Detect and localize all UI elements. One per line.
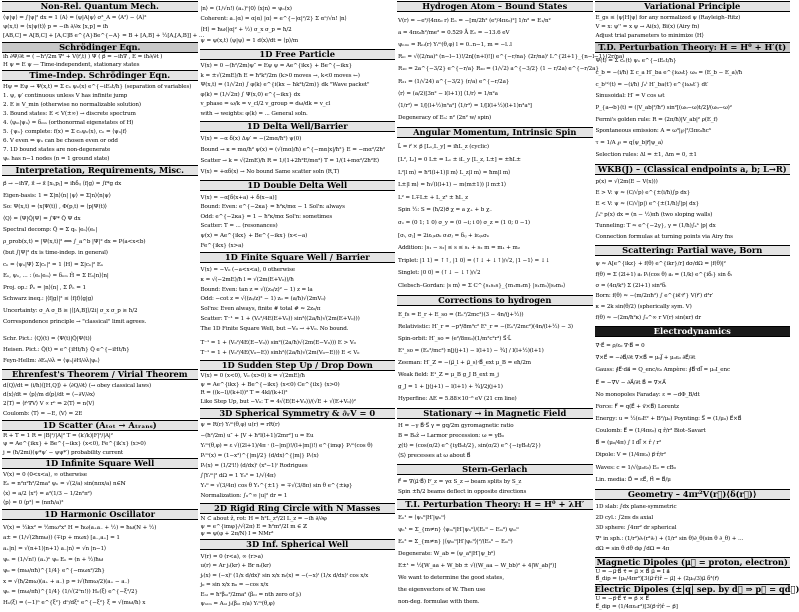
formula-line: φ(k) = (1/√2π) ∫ Ψ(x,0) e^{−ikx} dx bbox=[200, 91, 301, 98]
section-title: Time-Indep. Schrödinger Eqn. bbox=[2, 70, 198, 81]
formula-line: ∫|Yₗᵐ|² dΩ = 1 Y₀⁰ = 1/√(4π) bbox=[200, 473, 276, 480]
formula-line: [σᵢ, σⱼ] = 2iεᵢⱼₖσₖ σᵢσⱼ = δᵢⱼ + iεᵢⱼₖσₖ bbox=[398, 232, 489, 239]
formula-line: Pₗ(x) = (1/2ˡl!) (d/dx)ˡ (x²−1)ˡ Rodrigues bbox=[200, 462, 308, 469]
formula-line: Pₗᵐ(x) = (1−x²)^{|m|/2} (d/dx)^{|m|} Pₗ(x) bbox=[200, 452, 319, 459]
section-title: 3D Inf. Spherical Well bbox=[200, 539, 396, 550]
section-title: 2D Rigid Ring Circle with N Masses bbox=[200, 503, 396, 514]
section-body bbox=[595, 337, 791, 489]
section-title: Magnetic Dipoles (μ⃗ = proton, electron) bbox=[595, 557, 791, 568]
section-block-1-0 bbox=[200, 1, 396, 49]
formula-line: V(r) = −e²/(4πε₀ r) Eₙ = −[m/2ħ² (e²/4πε₀)²] 1/n² = E₁/n² bbox=[398, 17, 551, 24]
formula-line: Odd: −cot z = √((z₀/z)² − 1) z₀ = (a/ħ)√(2mV₀) bbox=[200, 296, 326, 303]
formula-line: (but ∫|Ψ|² dx is time-indep. in general) bbox=[3, 250, 108, 257]
section-body bbox=[200, 336, 396, 360]
section-body bbox=[200, 1, 396, 49]
section-geometry-4-r-v-r-r bbox=[595, 489, 791, 557]
formula-line: Scatter → k = √(2mE)/ħ R = 1/(1+2ħ²E/mα²) T = 1/(1+mα²/2ħ²E) bbox=[200, 158, 380, 165]
formula-line: Sinusoidal: H′ = V cos ωt bbox=[595, 93, 665, 100]
formula-line: T⁻¹ = 1 + (V₀²/4E(E−V₀)) sin²((2a/ħ)√(2m(E−V₀))) E > V₀ bbox=[200, 339, 356, 346]
formula-line: v_phase = ω/k = v_cl/2 v_group = dω/dk = v_cl bbox=[200, 101, 331, 108]
formula-line: Odd: e^{−2κa} = 1 − ħ²κ/mα Sol'n: sometimes bbox=[200, 213, 333, 220]
formula-line: a₊|n⟩ = √(n+1)|n+1⟩ a₋|n⟩ = √n |n−1⟩ bbox=[3, 546, 107, 553]
formula-line: Zeeman: H′_Z = −(μ⃗_l + μ⃗_s)·B⃗_ext μ_B = eħ/2m bbox=[398, 359, 532, 366]
section-body bbox=[200, 191, 396, 252]
section-body bbox=[595, 53, 791, 164]
formula-line: Feyn-Hellm: ∂Eₙ/∂λ = ⟨ψₙ|∂H/∂λ|ψₙ⟩ bbox=[3, 357, 100, 364]
formula-line: Normalization: ∫₀^∞ |u|² dr = 1 bbox=[200, 493, 288, 500]
formula-line: 1D slab: ∫dx plane-symmetric bbox=[595, 504, 677, 511]
column-1 bbox=[2, 1, 205, 611]
formula-line: ⟨Q⟩ = ⟨Ψ|Q̂|Ψ⟩ = ∫Ψ* Q̂ Ψ dx bbox=[3, 215, 81, 222]
formula-line: L²|l m⟩ = ħ²l(l+1)|l m⟩ L_z|l m⟩ = ħm|l m⟩ bbox=[398, 169, 511, 176]
section-body bbox=[397, 510, 593, 611]
formula-line: Sol'ns: Even always, finite # total # ≈ 2z₀/π bbox=[200, 306, 321, 313]
formula-line: k = ±√(2mE)/ħ E = ħ²k²/2m (k>0 moves →, k<0 moves ←) bbox=[200, 72, 360, 79]
section-body bbox=[200, 550, 396, 611]
section-title: 1D Delta Well/Barrier bbox=[200, 121, 396, 132]
formula-line: Schwarz ineq.: |⟨f|g⟩|² ≤ ⟨f|f⟩⟨g|g⟩ bbox=[3, 296, 94, 303]
formula-line: κ = √(−2mE)/ħ l = √(2m(E+V₀))/ħ bbox=[200, 276, 294, 283]
formula-line: Energy: u = ½(ε₀E² + B²/μ₀) Poynting: S⃗ = (1/μ₀) E⃗×B⃗ bbox=[595, 416, 742, 423]
formula-line: Hψ = Eψ → Ψ(x,t) = Σ cₙ ψₙ(x) e^{−iEₙt/ħ} (separation of variables) bbox=[3, 83, 192, 90]
formula-line: κ = 2k sin(θ/2) (spherically sym. V) bbox=[595, 304, 692, 311]
section-schr-dinger-eqn bbox=[2, 42, 198, 70]
section-block-1-5 bbox=[200, 336, 396, 360]
formula-line: R + T = 1 R = |B|²/|A|² T = (k′/k)|F|²/|A|² bbox=[3, 433, 113, 440]
formula-line: E < V: ψ ≈ (C/√|p|) e^{±(1/ħ)∫|p| dx} bbox=[595, 201, 700, 208]
formula-line: u(r) = Ar jₗ(kr) + Br nₗ(kr) bbox=[200, 563, 271, 570]
section-variational-principle bbox=[595, 1, 791, 42]
formula-line: Coulomb: E⃗ = (1/4πε₀) q r̂/r² Biot–Savart bbox=[595, 428, 706, 435]
section-body bbox=[397, 475, 593, 499]
formula-line: Spin-orbit: H′_so = (e²/8πε₀)(1/m²c²r³) S⃗·L⃗ bbox=[398, 336, 512, 342]
section-body bbox=[595, 12, 791, 42]
formula-line: Eₙ² = Σ_{m≠n} |⟨ψₘ⁰|H′|ψₙ⁰⟩|²/(Eₙ⁰ − Eₘ⁰) bbox=[398, 539, 513, 546]
formula-line: Eₙₗ = ħ²βₙₗ²/2ma² (βₙₗ = nth zero of jₗ) bbox=[200, 591, 302, 598]
section-body bbox=[200, 132, 396, 181]
formula-line: Bound → κ = mα/ħ² ψ(x) = (√(mα)/ħ) e^{−mα|x|/ħ²} E = −mα²/2ħ² bbox=[200, 147, 385, 154]
formula-line: Proj. op.: P̂ₙ = |n⟩⟨n| , Σ P̂ₙ = 1 bbox=[3, 284, 87, 291]
section-scattering-partial-wave-born bbox=[595, 245, 791, 326]
formula-line: H ψ = E ψ — Time-independent, stationary states bbox=[3, 61, 140, 68]
formula-line: Eₙ¹ = ⟨ψₙ⁰|H′|ψₙ⁰⟩ bbox=[398, 515, 446, 522]
formula-line: iħ ∂Ψ/∂t = ( −ħ²/2m ∇² + V(r⃗,t) ) Ψ ( p⃗ = −iħ∇ , E = iħ∂/∂t ) bbox=[3, 54, 163, 61]
formula-line: the eigenvectors of W. Then use bbox=[398, 587, 486, 594]
formula-line: non-deg. formulae with them. bbox=[398, 599, 480, 606]
formula-line: ψₙₗₘ = Aₙₗ jₗ(βₙₗ r/a) Yₗᵐ(θ,φ) bbox=[200, 601, 275, 608]
formula-line: V = x: ψ'' = x ψ → Ai(x), Bi(x) (Airy fn) bbox=[595, 23, 700, 30]
formula-line: V(x) = −α δ(x) Δψ′ = −(2mα/ħ²) ψ(0) bbox=[200, 136, 302, 143]
formula-line: So: Ψ(x,t) = ⟨x|Ψ(t)⟩ , Φ(p,t) = ⟨p|Ψ(t)⟩ bbox=[3, 204, 107, 211]
formula-line: 4. ⟨ψₘ|ψₙ⟩ = δₘₙ (orthonormal eigenstates of H) bbox=[3, 119, 134, 126]
formula-line: L⃗ = r⃗ × p⃗ [Lₓ,L_y] = iħL_z (cyclic) bbox=[398, 144, 490, 151]
formula-line: Rₙₗ = √((2/na)³ (n−l−1)!/2n[(n+l)!]) e^{−r/na} (2r/na)ˡ L^{2l+1}_{n−l−1}(2r/na) bbox=[398, 54, 625, 61]
formula-line: ψₙ¹ = Σ_{m≠n} ⟨ψₘ⁰|H′|ψₙ⁰⟩/(Eₙ⁰ − Eₘ⁰) ψₘ⁰ bbox=[398, 527, 519, 534]
formula-line: Clebsch–Gordan: |s m⟩ = Σ C^{s₁s₂s}_{m₁m₂m} |s₁m₁⟩|s₂m₂⟩ bbox=[398, 282, 566, 289]
formula-line: 3. Bound states: E < V(±∞) → discrete spectrum bbox=[3, 110, 136, 117]
section-body bbox=[595, 595, 791, 611]
formula-line: T⁻¹ = 1 + (V₀²/4E(V₀−E)) sinh²((2a/ħ)√(2m(V₀−E))) E < V₀ bbox=[200, 349, 360, 356]
section-body bbox=[2, 469, 198, 509]
formula-line: ψ(x,t) = ⟨x|ψ(t)⟩ p = −iħ ∂/∂x [x,p] = iħ bbox=[3, 23, 109, 30]
formula-line: E⃗ = −∇V − ∂A⃗/∂t B⃗ = ∇×A⃗ bbox=[595, 379, 666, 386]
section-title: Scattering: Partial wave, Born bbox=[595, 245, 791, 256]
formula-line: L² = L∓L± + L_z² ± ħL_z bbox=[398, 194, 468, 201]
section-body bbox=[2, 431, 198, 458]
section-title: T.I. Perturbation Theory: H = H⁰ + λH′ bbox=[397, 499, 593, 510]
formula-line: with → weights: φ(k) = ... General soln. bbox=[200, 111, 308, 118]
formula-line: E¹_so = (Eₙ²/mc²) n[j(j+1) − l(l+1) − ¾] / l(l+½)(l+1) bbox=[398, 347, 544, 354]
section-ehrenfest-s-theorem-virial-theorem bbox=[2, 369, 198, 420]
formula-line: ψₙₗₘ = Rₙₗ(r) Yₗᵐ(θ,φ) l = 0..n−1, m = −l..l bbox=[398, 42, 512, 49]
formula-line: V(x) = −V₀ (−a<x<a), 0 otherwise bbox=[200, 266, 295, 273]
formula-line: Eₙ = n²π²ħ²/2ma² ψₙ = √(2/a) sin(nπx/a) n∈ℕ bbox=[3, 481, 126, 488]
section-body bbox=[397, 419, 593, 464]
formula-line: Ψ(t) = Σ cₙ(t) ψₙ e^{−iEₙt/ħ} bbox=[595, 58, 677, 65]
formula-line: f(θ) ≈ −(2m/ħ²κ) ∫₀^∞ r V(r) sin(κr) dr bbox=[595, 315, 701, 322]
section-body bbox=[397, 306, 593, 407]
formula-line: ψ = R(r) Yₗᵐ(θ,φ) u(r) = rR(r) bbox=[200, 422, 280, 429]
section-3d-spherical-symmetry-v-0 bbox=[200, 408, 396, 504]
formula-line: ρ_prob(x,t) = |Ψ(x,t)|² ⟺ ∫_a^b |Ψ|² dx = P(a<x<b) bbox=[3, 238, 146, 245]
formula-line: σₓ = (0 1; 1 0) σ_y = (0 −i; i 0) σ_z = (1 0; 0 −1) bbox=[398, 219, 531, 226]
formula-line: Degenerate: W_ab = ⟨ψ_a⁰|H′|ψ_b⁰⟩ bbox=[398, 551, 496, 558]
section-body bbox=[595, 568, 791, 584]
section-body bbox=[2, 176, 198, 331]
formula-line: 7. 1D bound states are non-degenerate bbox=[3, 147, 111, 154]
section-title: Stern-Gerlach bbox=[397, 464, 593, 475]
formula-line: Weak field: E¹_Z = μ_B g_J B_ext m_j bbox=[398, 371, 499, 378]
formula-line: R = ((k−l)/(k+l))² T = 4kl/(k+l)² bbox=[200, 390, 288, 397]
formula-line: −(ħ²/2m) u″ + [V + ħ²l(l+1)/2mr²] u = Eu bbox=[200, 432, 314, 439]
formula-line: ⟨p⟩ = 0 ⟨p²⟩ = (nπħ/a)² bbox=[3, 499, 64, 506]
formula-line: Spin ±ħ/2 beams deflect in opposite directions bbox=[398, 488, 527, 495]
formula-line: p⃗ → −iħ∇, x⃗ → x⃗ [xᵢ,pⱼ] = iħδᵢⱼ ⟨f|g⟩ = ∫f*g dx bbox=[3, 181, 122, 188]
section-title: T.D. Perturbation Theory: H = H⁰ + H′(t) bbox=[595, 42, 791, 53]
formula-line: ψₙ has n−1 nodes (n = 1 ground state) bbox=[3, 156, 110, 163]
section-body bbox=[2, 520, 198, 611]
formula-line: Addition: |s₁ − s₂| ≤ s ≤ s₁ + s₂ m = m₁ + m₂ bbox=[398, 245, 520, 252]
section-corrections-to-hydrogen bbox=[397, 295, 593, 407]
column-4 bbox=[594, 1, 799, 611]
formula-line: Spontaneous emission: A = ω³|℘|²/3πε₀ħc³ bbox=[595, 128, 711, 135]
formula-line: c_b⁽¹⁾(t) = −(i/ħ) ∫₀ᵗ H′_ba(t′) e^{iω₀t′} dt′ bbox=[595, 81, 709, 88]
formula-line: Spectral decomp: Q̂ = Σ qₙ |eₙ⟩⟨eₙ| bbox=[3, 227, 98, 234]
section-title: Electric Dipoles (±|q| sep. by d⃗ ⇒ p⃗ = qd⃗) bbox=[594, 583, 799, 594]
formula-line: Ψ(x,t) = (1/√2π) ∫ φ(k) e^{i(kx − ħk²t/2m)} dk "Wave packet" bbox=[200, 82, 370, 89]
formula-line: ψ ≈ A[e^{ikz} + f(θ) e^{ikr}/r] dσ/dΩ = |f(θ)|² bbox=[595, 260, 726, 267]
section-1d-delta-well-barrier bbox=[200, 121, 396, 181]
section-title: 1D Finite Square Well / Barrier bbox=[200, 252, 396, 263]
formula-line: Connection formulas at turning points via Airy fns bbox=[595, 234, 733, 240]
formula-line: B = B₀ẑ → Larmor precession: ω = γB₀ bbox=[398, 432, 504, 439]
formula-line: ⟨r⟩ = (a/2)[3n² − l(l+1)] ⟨1/r⟩ = 1/n²a bbox=[398, 90, 498, 97]
formula-line: Y₁⁰ = √(3/4π) cos θ Y₁^{±1} = ∓√(3/8π) sin θ e^{±iφ} bbox=[200, 483, 353, 490]
formula-line: a = 4πε₀ħ²/me² = 0.529 Å E₁ = −13.6 eV bbox=[398, 29, 510, 36]
section-body bbox=[397, 12, 625, 127]
section-time-indep-schr-dinger-eqn bbox=[2, 70, 198, 166]
formula-line: Hₙ(ξ) = (−1)ⁿ e^{ξ²} dⁿ/dξⁿ e^{−ξ²} ξ = √(mω/ħ) x bbox=[3, 600, 146, 607]
section-title: 1D Scatter (Aₜₒₜ → Aₜᵣₐₙₛ) bbox=[2, 420, 198, 431]
formula-line: ψ = Ae^{ikx} + Be^{−ikx} (x<0) Ce^{ilx} (x>0) bbox=[200, 381, 340, 388]
formula-line: B⃗ = (μ₀/4π) ∫ I dl⃗ × r̂ / r² bbox=[595, 440, 662, 447]
formula-line: Yₗᵐ(θ,φ) = ε √((2l+1)/4π · (l−|m|)!/(l+|m|)!) e^{imφ} Pₗᵐ(cos θ) bbox=[200, 442, 373, 449]
formula-line: V(x) = 0 (0<x<a), ∞ otherwise bbox=[3, 472, 87, 479]
formula-line: Bound: Even: tan z = √((z₀/z)² − 1) z = la bbox=[200, 286, 313, 293]
formula-line: V(x) = −α[δ(x+a) + δ(x−a)] bbox=[200, 194, 277, 201]
section-title: Stationary → in Magnetic Field bbox=[397, 408, 593, 419]
formula-line: Fe^{ikx} (x>a) bbox=[200, 242, 244, 249]
section-body bbox=[595, 256, 791, 326]
formula-line: Eigen-basis: 1 = Σ|n⟩⟨n| |ψ⟩ = Σ|n⟩⟨n|ψ⟩ bbox=[3, 192, 111, 199]
formula-line: ∇·E⃗ = ρ/ε₀ ∇·B⃗ = 0 bbox=[595, 343, 645, 350]
formula-line: 5. {ψₙ} complete: f(x) = Σ cₙψₙ(x), cₙ = ⟨ψₙ|f⟩ bbox=[3, 128, 127, 135]
formula-line: f(θ) = Σ (2l+1) aₗ Pₗ(cos θ) aₗ = (1/k) e^{iδₗ} sin δₗ bbox=[595, 271, 732, 278]
formula-line: Scatter: T⁻¹ = 1 + (V₀²/4E(E+V₀)) sin²((2a/ħ)√(2m(E+V₀))) bbox=[200, 316, 360, 323]
section-title: 1D Free Particle bbox=[200, 49, 396, 60]
formula-line: V(x) = 0 −(ħ²/2m)ψ″ = Eψ ψ = Ae^{ikx} + Be^{−ikx} bbox=[200, 63, 352, 70]
formula-line: Correspondence principle → "classical" limit agrees. bbox=[3, 319, 147, 326]
section-1d-scatter-a-a bbox=[2, 420, 198, 458]
formula-line: R₁₀ = 2a^{−3/2} e^{−r/a} R₂₀ = (1/√2) a^{−3/2} (1 − r/2a) e^{−r/2a} bbox=[398, 66, 599, 73]
section-block-0-4 bbox=[2, 331, 198, 369]
formula-line: F⃗ = ∇(μ⃗·B⃗) F_z = γα S_z → beam splits by S_z bbox=[398, 478, 522, 485]
formula-line: ∇² in sph.: (1/r²)∂ᵣ(r²∂ᵣ) + (1/r² sin θ)∂_θ(sin θ ∂_θ) + … bbox=[595, 535, 744, 542]
formula-line: No monopoles Faraday: ε = −dΦ_B/dt bbox=[595, 391, 700, 398]
section-title: Variational Principle bbox=[595, 1, 791, 12]
section-title: Angular Momentum, Intrinsic Spin bbox=[397, 127, 593, 138]
section-body bbox=[2, 81, 198, 166]
section-stern-gerlach bbox=[397, 464, 593, 499]
formula-line: 1. ψ, ψ′ continuous unless V has infinite jump bbox=[3, 92, 128, 99]
formula-line: U = −p⃗·E⃗ τ⃗ = p⃗ × E⃗ bbox=[595, 596, 649, 603]
formula-line: Born: f(θ) ≈ −(m/2πħ²) ∫ e^{iκ⃗·r⃗′} V(r⃗′) d³r′ bbox=[595, 293, 714, 300]
formula-line: Heisen. Pict.: Q̂(t) = e^{iHt/ħ} Q̂ e^{−iHt/ħ} bbox=[3, 346, 130, 353]
formula-line: ∇×E⃗ = −∂B⃗/∂t ∇×B⃗ = μ₀J⃗ + μ₀ε₀ ∂E⃗/∂t bbox=[595, 355, 696, 362]
formula-line: dΩ = sin θ dθ dφ ∫dΩ = 4π bbox=[595, 546, 670, 553]
formula-line: [L², Lᵢ] = 0 L± = Lₓ ± iL_y [L_z, L±] = ±ħL± bbox=[398, 157, 521, 164]
formula-line: Degeneracy of Eₙ: n² (2n² w/ spin) bbox=[398, 114, 492, 121]
formula-line: Scatter: T = ... (resonances) bbox=[200, 223, 278, 230]
formula-line: Fermi's golden rule: R = (2π/ħ)|V_ab|² ρ(E_f) bbox=[595, 116, 718, 123]
section-title: Geometry – 4πr²V(r⃗)⟨δ(r⃗)⟩ bbox=[595, 489, 791, 500]
formula-line: Like Step Up, but −V₀: T = 4√(E(E+V₀))/(√E + √(E+V₀))² bbox=[200, 399, 356, 406]
formula-line: V(x) = +αδ(x) → No bound Same scatter soln (R,T) bbox=[200, 169, 340, 176]
formula-line: Coulomb: ⟨T⟩ = −E, ⟨V⟩ = 2E bbox=[3, 410, 83, 417]
section-title: 3D Spherical Symmetry & ∂ᵣV = 0 bbox=[200, 408, 396, 419]
section-body bbox=[2, 380, 198, 420]
formula-line: [AB,C] = A[B,C] + [A,C]B e^{A}Be^{−A} = B + [A,B] + ½[A,[A,B]] + … bbox=[3, 32, 205, 39]
section-body bbox=[595, 500, 791, 557]
section-title: Ehrenfest's Theorem / Virial Theorem bbox=[2, 369, 198, 380]
section-body bbox=[200, 60, 396, 121]
formula-line: Adjust trial parameters to minimize ⟨H⟩ bbox=[595, 32, 704, 39]
section-1d-finite-square-well-barrier bbox=[200, 252, 396, 336]
formula-line: Tunneling: T ≈ e^{−2γ}, γ = (1/ħ)∫ₐᵇ |p| dx bbox=[595, 223, 716, 230]
formula-line: Uncertainty: σ_A σ_B ≥ |⟨[A,B]⟩/2i| σ_x σ_p ≥ ħ/2 bbox=[3, 307, 138, 314]
formula-line: ψ = ψ(x,t) ⟨ψ|ψ⟩ = 1 d⟨x⟩/dt = ⟨p⟩/m bbox=[200, 38, 299, 45]
formula-line: ψ ⇒ ψ(φ + 2π/N) I = NMr² bbox=[200, 531, 274, 538]
formula-line: x = √(ħ/2mω)(a₊ + a₋) p = i√(ħmω/2)(a₊ − a₋) bbox=[3, 578, 130, 585]
formula-line: τ = 1/A ℘ = q⟨ψ_b|r⃗|ψ_a⟩ bbox=[595, 140, 664, 147]
section-1d-free-particle bbox=[200, 49, 396, 121]
formula-line: Force: F⃗ = q(E⃗ + v⃗×B⃗) Lorentz bbox=[595, 403, 679, 410]
formula-line: ∫ₐᵇ p(x) dx = (n − ½)πħ (two sloping walls) bbox=[595, 212, 713, 219]
formula-line: E⃗_dip = (1/4πε₀r³)[3(p⃗·r̂)r̂ − p⃗] bbox=[595, 603, 678, 610]
formula-line: χ(t) = (cos(α/2) e^{iγB₀t/2}, sin(α/2) e^{−iγB₀t/2}) bbox=[398, 443, 541, 450]
formula-line: N ⊂ about ẑ, rot: H = ħ²L_z²/2I L_z = −iħ ∂/∂φ bbox=[200, 515, 327, 522]
formula-line: P_{a→b}(t) = (|V_ab|²/ħ²) sin²[(ω₀−ω)t/2]/(ω₀−ω)² bbox=[595, 104, 732, 111]
section-body bbox=[397, 138, 593, 295]
formula-line: ⟨x⟩ = a/2 ⟨x²⟩ = a²(1/3 − 1/2n²π²) bbox=[3, 490, 92, 497]
formula-line: Waves: c = 1/√(μ₀ε₀) E₀ = cB₀ bbox=[595, 464, 676, 471]
formula-line: 2⟨T⟩ = ⟨r⃗·∇V⟩ V ∝ rⁿ ⇒ 2⟨T⟩ = n⟨V⟩ bbox=[3, 401, 95, 408]
formula-line: ⟨H⟩ = ħω(|α|² + ½) σ_x σ_p = ħ/2 bbox=[200, 27, 292, 34]
section-magnetic-dipoles-proton-electron bbox=[595, 557, 791, 584]
section-title: Hydrogen Atom – Bound States bbox=[397, 1, 593, 12]
section-t-d-perturbation-theory-h-h-h-t bbox=[595, 42, 791, 164]
formula-line: 2. E ≥ V_min (otherwise no normalizable solution) bbox=[3, 101, 141, 108]
section-title: 1D Infinite Square Well bbox=[2, 458, 198, 469]
formula-line: E > V: ψ ≈ (C/√p) e^{±(i/ħ)∫p dx} bbox=[595, 190, 691, 197]
section-1d-infinite-square-well bbox=[2, 458, 198, 509]
formula-line: E_fs = E_r + E_so = (Eₙ²/2mc²)(3 − 4n/(j+½)) bbox=[398, 312, 524, 319]
formula-line: j = (ħ/2mi)(ψ*ψ′ − ψψ*′) probability current bbox=[3, 449, 124, 456]
section-title: Electrodynamics bbox=[595, 326, 791, 337]
formula-line: V(x) = ½kx² = ½mω²x² H = ħω(a₊a₋ + ½) = ħω(N + ½) bbox=[3, 524, 157, 531]
section-angular-momentum-intrinsic-spin bbox=[397, 127, 593, 295]
formula-line: L±|l m⟩ = ħ√(l(l+1) − m(m±1)) |l m±1⟩ bbox=[398, 182, 507, 189]
formula-line: ψ₀ = (mω/πħ)^{1/4} e^{−mωx²/2ħ} bbox=[3, 567, 105, 574]
formula-line: H = −γ B⃗·S⃗ γ = gq/2m gyromagnetic ratio bbox=[398, 422, 514, 429]
section-body bbox=[2, 53, 198, 70]
formula-line: ψ(x) = Ae^{ikx} + Be^{−ikx} (x<−a) bbox=[200, 233, 308, 239]
formula-line: g_J = 1 + [j(j+1) − l(l+1) + ¾]/2j(j+1) bbox=[398, 383, 503, 390]
section-title: 1D Sudden Step Up / Drop Down bbox=[200, 360, 396, 371]
formula-line: V(r) = 0 (r<a), ∞ (r>a) bbox=[200, 553, 263, 560]
section-body bbox=[2, 12, 205, 42]
formula-line: ψ = e^{imφ}/√(2π) E = ħ²m²/2I m ∈ ℤ bbox=[200, 523, 307, 530]
section-body bbox=[2, 331, 198, 369]
section-electric-dipoles-q-sep-by-d-p-qd bbox=[594, 583, 799, 611]
formula-line: d⟨Q⟩/dt = (i/ħ)⟨[H,Q]⟩ + ⟨∂Q/∂t⟩ (→ obey classical laws) bbox=[3, 382, 152, 389]
formula-line: Lin. media: D⃗ = εE⃗, H⃗ = B⃗/μ bbox=[595, 476, 671, 483]
section-body bbox=[595, 175, 791, 245]
formula-line: ⟨S⟩ precesses at ω about B⃗ bbox=[398, 453, 471, 460]
section-hydrogen-atom-bound-states bbox=[397, 1, 625, 127]
formula-line: p(x) = √(2m(E − V(x))) bbox=[595, 179, 658, 186]
section-t-i-perturbation-theory-h-h-h bbox=[397, 499, 593, 611]
section-title: WKB(J) – (Classical endpoints a, b; L→R) bbox=[595, 164, 791, 175]
formula-line: ψₙ = (mω/πħ)^{1/4} (1/√(2ⁿn!)) Hₙ(ξ) e^{−ξ²/2} bbox=[3, 589, 138, 596]
formula-line: cₙ = ⟨ψₙ|Ψ⟩ Σ|cₙ|² = 1 ⟨H⟩ = Σ|cₙ|² Eₙ bbox=[3, 261, 104, 268]
formula-line: R₂₁ = (1/√24) a^{−3/2} (r/a) e^{−r/2a} bbox=[398, 78, 510, 85]
formula-line: Selection rules: Δl = ±1, Δm = 0, ±1 bbox=[595, 151, 697, 158]
formula-line: ⟨1/r²⟩ = 1/[(l+½)n³a²] ⟨1/r³⟩ = 1/[l(l+½)(l+1)n³a³] bbox=[398, 102, 532, 109]
formula-line: ċ_b = −(i/ħ) Σ c_a H′_ba e^{iω₀t} ω₀ = (E_b − E_a)/ħ bbox=[595, 69, 743, 76]
formula-line: Schr. Pict.: ⟨Q⟩(t) = ⟨Ψ(t)|Q̂|Ψ(t)⟩ bbox=[3, 335, 92, 342]
formula-line: 2D cyl.: ∫2πs ds axial bbox=[595, 514, 654, 521]
formula-line: d⟨x⟩/dt = ⟨p⟩/m d⟨p⟩/dt = ⟨−∂V/∂x⟩ bbox=[3, 392, 95, 399]
formula-line: Singlet: |0 0⟩ = (↑↓ − ↓↑)/√2 bbox=[398, 270, 481, 277]
section-1d-sudden-step-up-drop-down bbox=[200, 360, 396, 408]
formula-line: ψ = Ae^{ikx} + Be^{−ikx} (x<0), Fe^{ik′x} (x>0) bbox=[3, 441, 146, 448]
section-1d-double-delta-well bbox=[200, 180, 396, 252]
formula-line: Coherent: a₋|α⟩ = α|α⟩ |α⟩ = e^{−|α|²/2} Σ αⁿ/√n! |n⟩ bbox=[200, 16, 347, 23]
formula-line: E±¹ = ½[W_aa + W_bb ± √((W_aa − W_bb)² + 4|W_ab|²)] bbox=[398, 563, 557, 570]
formula-line: 6. V even ⇒ ψₙ can be chosen even or odd bbox=[3, 138, 118, 145]
formula-line: V(x) = 0 (x<0), V₀ (x>0) k = √(2mE)/ħ bbox=[200, 373, 305, 380]
formula-line: σ = (4π/k²) Σ (2l+1) sin²δₗ bbox=[595, 282, 667, 289]
formula-line: |n⟩ = (1/√n!) (a₊)ⁿ|0⟩ ⟨x|n⟩ = ψₙ(x) bbox=[200, 5, 292, 12]
section-electrodynamics bbox=[595, 326, 791, 489]
section-3d-inf-spherical-well bbox=[200, 539, 396, 611]
formula-line: Hyperfine: ΔE = 5.88×10⁻⁶ eV (21 cm line) bbox=[398, 395, 517, 402]
column-2 bbox=[200, 1, 396, 611]
formula-line: Gauss: ∮E⃗·da⃗ = Q_enc/ε₀ Ampère: ∮B⃗·dl⃗ = μ₀I_enc bbox=[595, 367, 731, 374]
formula-line: B⃗_dip = (μ₀/4πr³)[3(μ⃗·r̂)r̂ − μ⃗] + (2μ₀/3)μ⃗ δ³(r⃗) bbox=[595, 576, 719, 583]
section-stationary-in-magnetic-field bbox=[397, 408, 593, 464]
section-body bbox=[200, 263, 396, 336]
section-body bbox=[200, 419, 396, 504]
formula-line: Triplet: |1 1⟩ = ↑↑, |1 0⟩ = (↑↓ + ↓↑)/√2, |1 −1⟩ = ↓↓ bbox=[398, 257, 550, 264]
formula-line: E_gs ≤ ⟨ψ|H|ψ⟩ for any normalized ψ (Rayleigh–Ritz) bbox=[595, 14, 741, 21]
formula-line: j₀ = sin x/x n₀ = −cos x/x bbox=[200, 582, 269, 589]
formula-line: ψₙ = (1/√n!) (a₊)ⁿ ψ₀ Eₙ = (n + ½)ħω bbox=[3, 557, 104, 563]
formula-line: Dipole: V = (1/4πε₀) p⃗·r̂/r² bbox=[595, 452, 666, 459]
section-non-rel-quantum-mech bbox=[2, 1, 205, 42]
section-2d-rigid-ring-circle-with-n-masses bbox=[200, 503, 396, 539]
formula-line: U = −μ⃗·B⃗ τ⃗ = μ⃗ × B⃗ μ⃗ = I a⃗ bbox=[595, 568, 670, 575]
section-1d-harmonic-oscillator bbox=[2, 509, 198, 611]
section-title: Corrections to hydrogen bbox=[397, 295, 593, 306]
formula-line: We want to determine the good states, bbox=[398, 575, 505, 582]
section-wkb-j-classical-endpoints-a-b-l-r bbox=[595, 164, 791, 245]
section-title: Schrödinger Eqn. bbox=[2, 42, 198, 53]
section-body bbox=[200, 514, 396, 539]
formula-line: Relativistic: H′_r = −p⁴/8m³c² E¹_r = −(Eₙ²/2mc²)(4n/(l+½) − 3) bbox=[398, 324, 573, 331]
section-title: 1D Double Delta Well bbox=[200, 180, 396, 191]
formula-line: Bound: Even: e^{−2κa} = ħ²κ/mα − 1 Sol'n: always bbox=[200, 204, 345, 211]
section-title: Interpretation, Requirements, Misc. bbox=[2, 165, 198, 176]
formula-line: Eₙ, ψₙ, ... : ⟨eₙ|eₘ⟩ = δₙₘ Ĥ = Σ Eₙ|n⟩⟨n| bbox=[3, 273, 109, 280]
formula-line: 3D sphere: ∫4πr² dr spherical bbox=[595, 525, 677, 532]
section-title: Non-Rel. Quantum Mech. bbox=[2, 1, 198, 12]
formula-line: ⟨ψ|ψ⟩ = ∫|ψ|² dx = 1 ⟨A⟩ = ⟨ψ|A|ψ⟩ σ²_A = ⟨A²⟩ − ⟨A⟩² bbox=[3, 14, 147, 21]
section-title: 1D Harmonic Oscillator bbox=[2, 509, 198, 520]
formula-line: The 1D Finite Square Well, but −V₀ → +V₀. No bound. bbox=[200, 326, 349, 332]
section-interpretation-requirements-misc bbox=[2, 165, 198, 331]
formula-line: jₗ(x) = (−x)ˡ (1/x d/dx)ˡ sin x/x nₗ(x) = −(−x)ˡ (1/x d/dx)ˡ cos x/x bbox=[200, 572, 369, 579]
formula-line: a± = (1/√(2ħmω)) (∓ip + mωx) [a₋,a₊] = 1 bbox=[3, 535, 120, 542]
formula-line: Spin ½: S = (ħ/2)σ⃗ χ = a χ₊ + b χ₋ bbox=[398, 207, 493, 214]
section-body bbox=[200, 371, 396, 408]
